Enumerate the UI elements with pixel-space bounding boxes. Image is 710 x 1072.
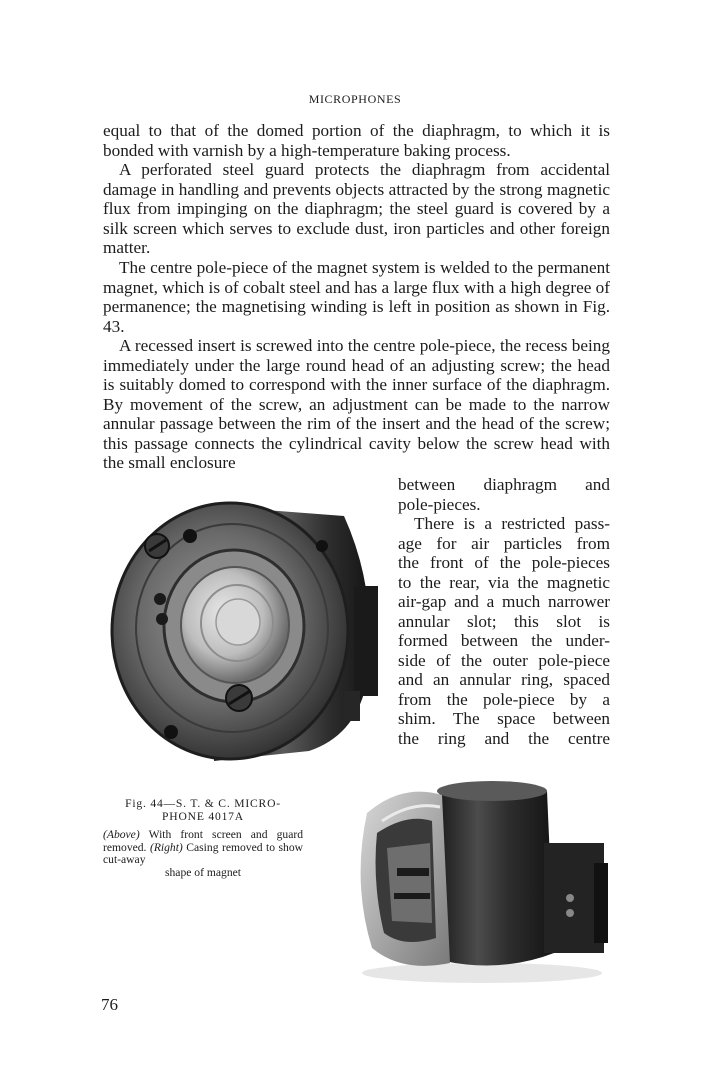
column-line: side of the outer pole-piece	[398, 650, 610, 670]
caption-title-line1: Fig. 44—S. T. & C. MICRO-	[125, 797, 281, 810]
column-text	[398, 475, 610, 748]
caption-above-text: With front screen and guard removed.	[103, 828, 303, 854]
page-number: 76	[101, 995, 118, 1014]
column-line: and an annular ring, spaced	[398, 670, 610, 689]
paragraph-2: A perforated steel guard protects the diaphragm from accidental damage in handling and prevents objects attracted by the strong magnetic flux from impinging on the diaphragm; the steel guard is covered by a silk screen which serves to exclude dust, iron particles and other foreign matter.	[103, 160, 610, 257]
column-line: to the rear, via the magnetic	[398, 572, 610, 592]
column-line: the ring and the centre	[398, 728, 610, 748]
column-line: from the pole-piece by a	[398, 689, 610, 709]
column-line: pole-pieces.	[398, 494, 481, 514]
column-line: age for air particles from	[398, 533, 610, 553]
caption-last-line: shape of magnet	[165, 865, 241, 879]
column-line: annular slot; this slot is	[398, 611, 610, 631]
caption-body	[103, 829, 303, 879]
caption-right-text: Casing removed to show cut-away	[103, 840, 303, 867]
caption-right-label: (Right)	[149, 840, 183, 854]
caption-above-label: (Above)	[103, 828, 140, 842]
column-line: the front of the pole-pieces	[398, 553, 610, 572]
paragraph-3: The centre pole-piece of the magnet system is welded to the permanent magnet, which is of cobalt steel and has a large flux with a high degree of permanence; the magnetising winding is left in position as shown in Fig. 43.	[103, 258, 610, 336]
column-line: shim. The space between	[398, 709, 610, 728]
column-line: formed between the under-	[398, 631, 610, 650]
column-line: between diaphragm and	[398, 475, 610, 494]
figure-caption	[103, 798, 303, 880]
caption-title-line2: PHONE 4017A	[162, 809, 244, 823]
column-line: There is a restricted pass-	[414, 514, 610, 533]
column-line: air-gap and a much narrower	[398, 592, 610, 611]
microphone-cutaway-photo	[332, 773, 614, 988]
running-head: MICROPHONES	[308, 92, 402, 106]
microphone-front-photo	[104, 476, 386, 776]
paragraph-4: A recessed insert is screwed into the centre pole-piece, the recess being immediately under the large round head of an adjusting screw; the head is suitably domed to correspond with the inner surface of the diaphragm. By movement of the screw, an adjustment can be made to the narrow annular passage between the rim of the insert and the head of the screw; this passage connects the cylindrical cavity below the screw head with the small enclosure	[103, 336, 610, 472]
paragraph-1: equal to that of the domed portion of the diaphragm, to which it is bonded with varnish by a high-temperature baking process.	[103, 121, 610, 160]
